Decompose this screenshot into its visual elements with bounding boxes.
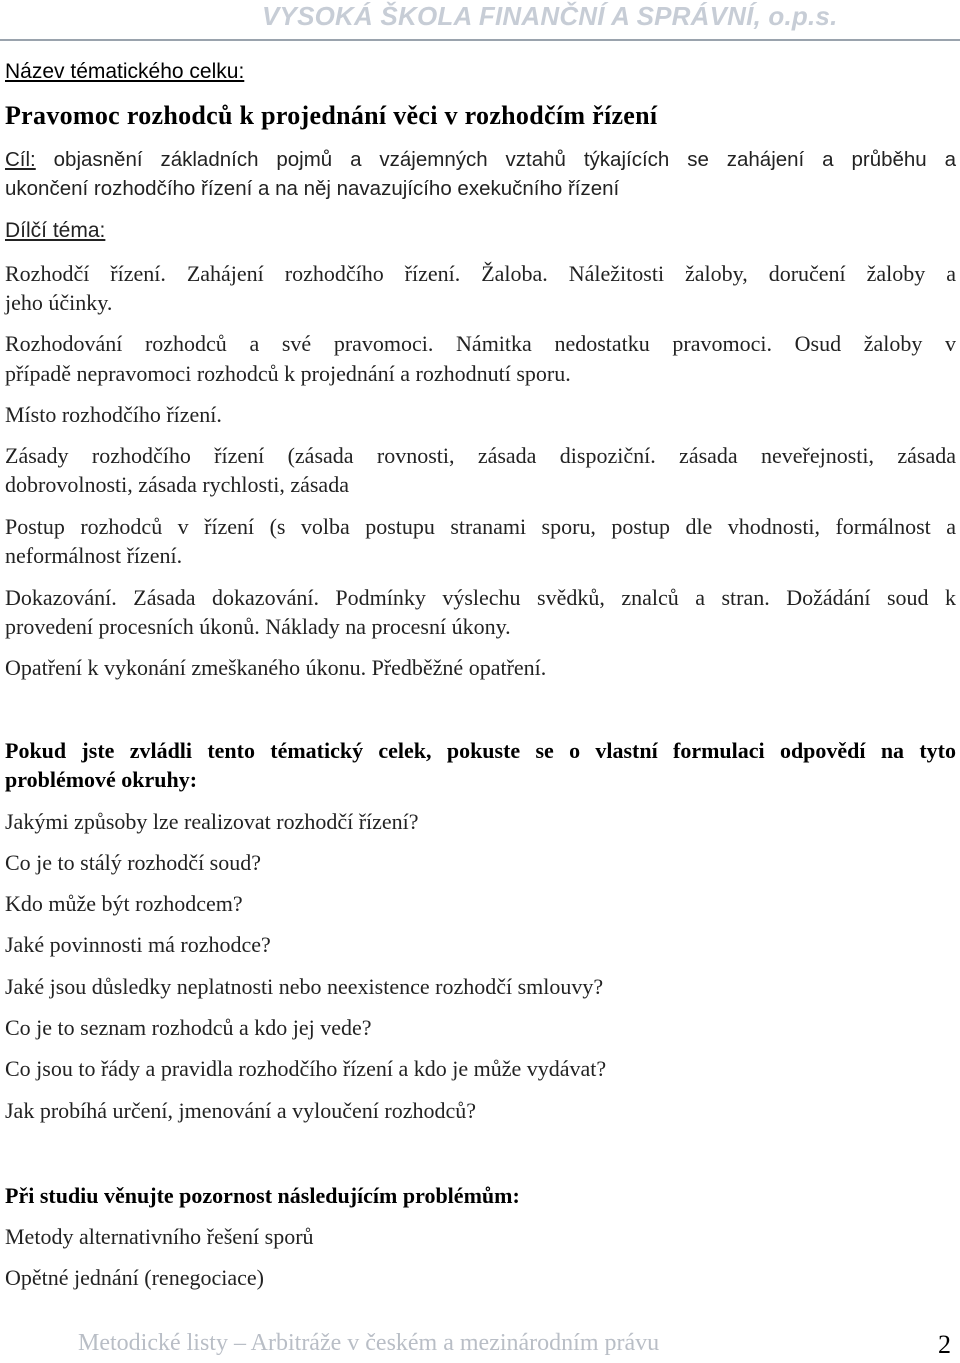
goal-text-1: objasnění základních pojmů a vzájemných vztahů týkajících se zahájení a průběhu a: [35, 148, 956, 171]
topic-4-line-2: dobrovolnosti, zásada rychlosti, zásada: [5, 472, 349, 497]
question-item: Jak probíhá určení, jmenování a vyloučení rozhodců?: [5, 1098, 477, 1123]
topic-2-line-2: případě nepravomoci rozhodců k projednání a rozhodnutí sporu.: [5, 361, 571, 386]
page-number: 2: [938, 1330, 951, 1359]
page-title: Pravomoc rozhodců k projednání věci v rozhodčím řízení: [5, 101, 658, 130]
topic-3: Místo rozhodčího řízení.: [5, 402, 222, 427]
topic-1-line-1: Rozhodčí řízení. Zahájení rozhodčího řízení. Žaloba. Náležitosti žaloby, doručení žaloby a: [5, 261, 956, 286]
goal-line-2: ukončení rozhodčího řízení a na něj navazujícího exekučního řízení: [5, 177, 620, 200]
topic-6-line-2: provedení procesních úkonů. Náklady na procesní úkony.: [5, 614, 511, 639]
study-heading: Při studiu věnujte pozornost následujícím problémům:: [5, 1183, 520, 1208]
footer-text: Metodické listy – Arbitráže v českém a mezinárodním právu: [78, 1330, 660, 1356]
question-item: Kdo může být rozhodcem?: [5, 891, 243, 916]
topic-5-line-2: neformálnost řízení.: [5, 543, 183, 568]
topic-4-line-1: Zásady rozhodčího řízení (zásada rovnosti, zásada dispoziční. zásada neveřejnosti, zásada: [5, 443, 956, 468]
topic-1-line-2: jeho účinky.: [5, 290, 113, 315]
question-item: Jaké jsou důsledky neplatnosti nebo neexistence rozhodčí smlouvy?: [5, 974, 604, 999]
study-item: Metody alternativního řešení sporů: [5, 1224, 314, 1249]
questions-heading-line-2: problémové okruhy:: [5, 767, 198, 792]
question-item: Co jsou to řády a pravidla rozhodčího řízení a kdo je může vydávat?: [5, 1056, 607, 1081]
question-item: Jakými způsoby lze realizovat rozhodčí řízení?: [5, 809, 419, 834]
topic-6-line-1: Dokazování. Zásada dokazování. Podmínky výslechu svědků, znalců a stran. Dožádání soud k: [5, 585, 956, 610]
goal-line-1: [5, 148, 956, 172]
unit-label: Název tématického celku:: [5, 60, 245, 83]
subtopic-label: Dílčí téma:: [5, 219, 106, 242]
goal-label: Cíl:: [5, 148, 36, 171]
header-school-name: VYSOKÁ ŠKOLA FINANČNÍ A SPRÁVNÍ, o.p.s.: [262, 1, 838, 31]
topic-7: Opatření k vykonání zmeškaného úkonu. Předběžné opatření.: [5, 655, 547, 680]
topic-2-line-1: Rozhodování rozhodců a své pravomoci. Námitka nedostatku pravomoci. Osud žaloby v: [5, 331, 956, 356]
question-item: Co je to seznam rozhodců a kdo jej vede?: [5, 1015, 372, 1040]
question-item: Jaké povinnosti má rozhodce?: [5, 932, 271, 957]
study-item: Opětné jednání (renegociace): [5, 1265, 264, 1290]
topic-5-line-1: Postup rozhodců v řízení (s volba postupu stranami sporu, postup dle vhodnosti, formálnost a: [5, 514, 956, 539]
question-item: Co je to stálý rozhodčí soud?: [5, 850, 262, 875]
questions-heading-line-1: Pokud jste zvládli tento tématický celek, pokuste se o vlastní formulaci odpovědí na tyto: [5, 738, 956, 763]
header-divider: [0, 39, 960, 41]
